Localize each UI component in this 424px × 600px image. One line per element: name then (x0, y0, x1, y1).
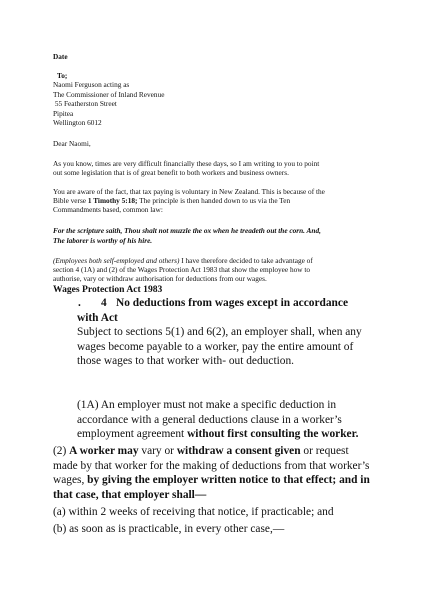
address-line: The Commissioner of Inland Revenue (53, 90, 165, 99)
section-number: 4 (101, 297, 107, 309)
para3-line: section 4 (1A) and (2) of the Wages Protection Act 1983 that show the employee how to (53, 265, 311, 274)
para2-line: Bible verse 1 Timothy 5:18; The principle is then handed down to us via the Ten (53, 196, 291, 205)
address-line: Naomi Ferguson acting as (53, 80, 130, 89)
section-body-line: Subject to sections 5(1) and 6(2), an employer shall, when any (77, 326, 362, 338)
to-label: To; (57, 71, 68, 80)
address-line: Wellington 6012 (53, 118, 102, 127)
para1-line: As you know, times are very difficult financially these days, so I am writing to you to point (53, 159, 320, 168)
scripture-line: The laborer is worthy of his hire. (53, 236, 153, 245)
scripture-line: For the scripture saith, Thou shalt not muzzle the ox when he treadeth out the corn. And, (53, 226, 321, 235)
address-line: Pipitea (53, 109, 74, 118)
list-item-b: (b) as soon as is practicable, in every other case,— (53, 523, 285, 535)
section-body-line: wages become payable to a worker, pay the entire amount of (77, 341, 354, 353)
para2-line: Commandments based, common law: (53, 205, 163, 214)
date-label: Date (53, 52, 68, 61)
subsection-1a-line: (1A) An employer must not make a specific deduction in (77, 399, 337, 411)
subsection-2-line: (2) A worker may vary or withdraw a consent given or request (53, 445, 349, 457)
section-dot: . (78, 297, 81, 309)
section-heading: with Act (77, 312, 118, 324)
para3-line: (Employees both self-employed and others) I have therefore decided to take advantage of (53, 256, 313, 265)
act-title: Wages Protection Act 1983 (53, 284, 163, 295)
para1-line: out some legislation that is of great benefit to both workers and business owners. (53, 168, 289, 177)
section-body-line: those wages to that worker with- out deduction. (77, 355, 295, 367)
para3-line: authorise, vary or withdraw authorisation for deductions from our wages. (53, 274, 267, 283)
para2-line: You are aware of the fact, that tax paying is voluntary in New Zealand. This is because of the (53, 187, 325, 196)
subsection-1a-line: employment agreement without first consulting the worker. (77, 428, 359, 440)
subsection-2-line: wages, by giving the employer written notice to that effect; and in (53, 474, 370, 486)
salutation: Dear Naomi, (53, 139, 91, 148)
bible-reference: 1 Timothy 5:18; (87, 196, 138, 205)
address-line: 55 Featherston Street (53, 99, 117, 108)
subsection-2-line: that case, that employer shall— (53, 489, 207, 501)
subsection-2-line: made by that worker for the making of deductions from that worker’s (53, 460, 370, 472)
subsection-1a-line: accordance with a general deductions clause in a worker’s (77, 414, 342, 426)
list-item-a: (a) within 2 weeks of receiving that notice, if practicable; and (53, 506, 334, 518)
section-heading: No deductions from wages except in accordance (116, 297, 349, 309)
